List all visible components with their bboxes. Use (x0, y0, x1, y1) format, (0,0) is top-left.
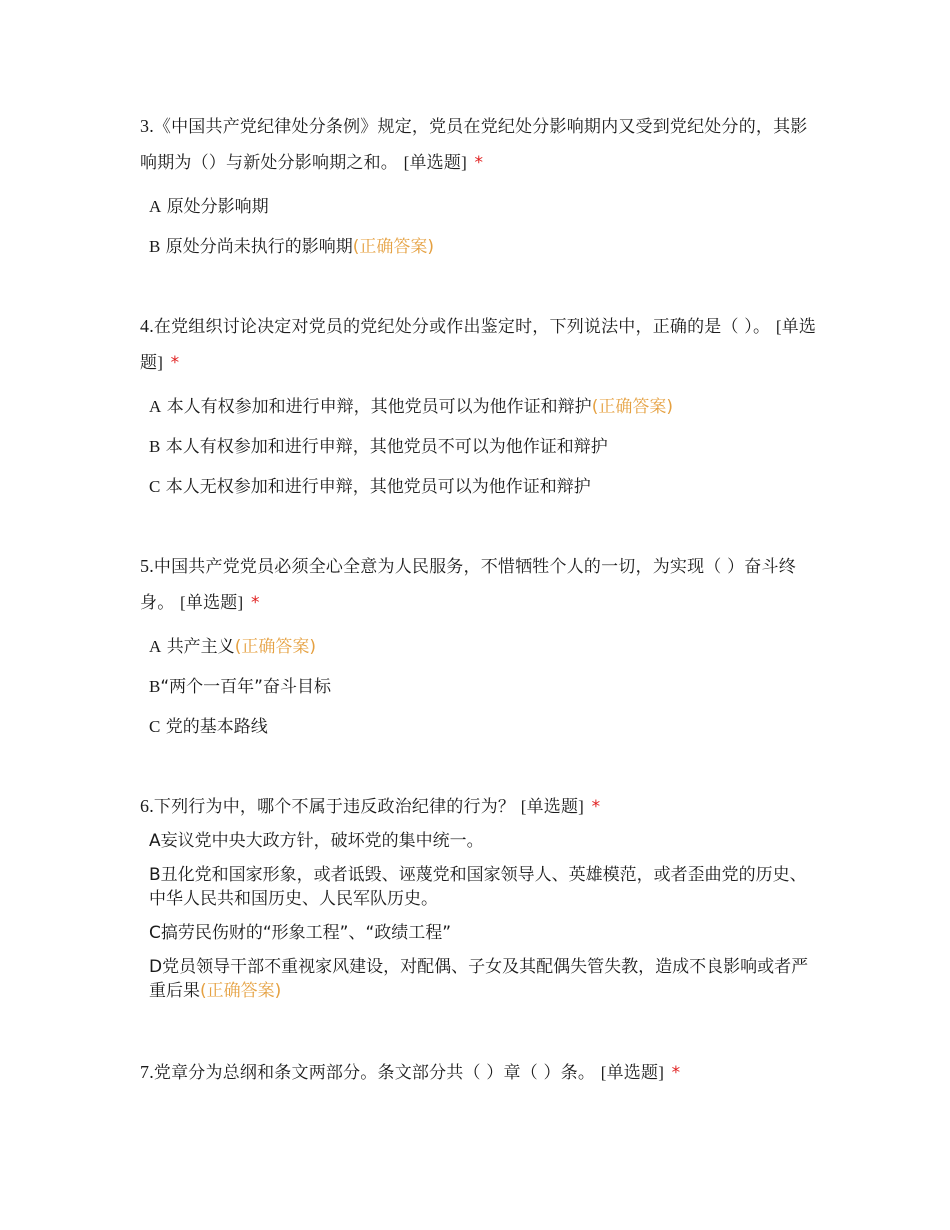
question-number: 3. (140, 116, 154, 136)
question-4 (140, 308, 820, 507)
option-d[interactable] (149, 955, 820, 1003)
required-mark: * (170, 353, 180, 373)
question-type-label: [单选题] (520, 797, 585, 816)
required-mark: * (250, 593, 260, 613)
option-c[interactable] (149, 467, 820, 507)
required-mark: * (474, 153, 484, 173)
required-mark: * (591, 797, 601, 817)
option-b[interactable] (149, 227, 820, 267)
question-number: 6. (140, 796, 154, 816)
option-letter: B (149, 677, 161, 696)
option-list (149, 829, 820, 1003)
option-letter: C (149, 477, 161, 496)
question-type-label: [单选题] (140, 317, 817, 372)
correct-answer-tag: (正确答案) (352, 237, 435, 257)
question-stem: 在党组织讨论决定对党员的党纪处分或作出鉴定时，下列说法中，正确的是（ ）。 (153, 317, 771, 337)
option-letter: A (149, 397, 162, 416)
option-letter: B (149, 237, 161, 256)
option-letter: C (149, 923, 161, 943)
question-number: 4. (140, 316, 154, 336)
question-type-label: [单选题] (180, 593, 244, 612)
option-text: 本人有权参加和进行申辩，其他党员可以为他作证和辩护 (166, 397, 592, 417)
question-6 (140, 788, 820, 1013)
option-a[interactable] (149, 187, 820, 227)
question-stem: 《中国共产党纪律处分条例》规定，党员在党纪处分影响期内又受到党纪处分的，其影响期为（）与新处分影响期之和。 (140, 117, 808, 173)
required-mark: * (671, 1063, 681, 1083)
option-list (149, 187, 820, 267)
option-b[interactable] (149, 667, 820, 707)
option-letter: B (149, 865, 161, 885)
option-text: 丑化党和国家形象，或者诋毁、诬蔑党和国家领导人、英雄模范，或者歪曲党的历史、中华人民共和国历史、人民军队历史。 (149, 865, 807, 909)
option-text: 原处分影响期 (166, 197, 269, 217)
question-text (140, 1054, 820, 1091)
question-5 (140, 548, 820, 747)
option-text: 共产主义 (166, 637, 235, 657)
option-letter: D (149, 957, 163, 977)
option-text: 搞劳民伤财的“形象工程”、“政绩工程” (160, 923, 452, 943)
option-text: 党的基本路线 (165, 717, 268, 737)
option-letter: A (149, 831, 161, 851)
question-text (140, 108, 820, 181)
option-list (149, 627, 820, 747)
question-text (140, 548, 820, 621)
option-letter: A (149, 637, 162, 656)
correct-answer-tag: (正确答案) (200, 981, 282, 1001)
question-number: 7. (140, 1062, 154, 1082)
question-3 (140, 108, 820, 267)
question-text (140, 308, 820, 381)
option-list (149, 387, 820, 507)
option-a[interactable] (149, 627, 820, 667)
option-letter: A (149, 197, 162, 216)
option-letter: C (149, 717, 161, 736)
option-a[interactable] (149, 387, 820, 427)
question-number: 5. (140, 556, 154, 576)
question-stem: 下列行为中，哪个不属于违反政治纪律的行为？ (153, 797, 516, 817)
option-c[interactable] (149, 707, 820, 747)
option-text: 原处分尚未执行的影响期 (165, 237, 353, 257)
option-text: “两个一百年”奋斗目标 (160, 677, 331, 697)
correct-answer-tag: (正确答案) (234, 637, 316, 657)
option-b[interactable] (149, 863, 820, 911)
question-stem: 党章分为总纲和条文两部分。条文部分共（ ）章（ ）条。 (153, 1063, 596, 1083)
option-b[interactable] (149, 427, 820, 467)
question-type-label: [单选题] (600, 1063, 665, 1082)
question-stem: 中国共产党党员必须全心全意为人民服务，不惜牺牲个人的一切，为实现（ ）奋斗终身。 (140, 557, 796, 613)
option-c[interactable] (149, 921, 820, 945)
option-a[interactable] (149, 829, 820, 853)
option-text: 妄议党中央大政方针，破坏党的集中统一。 (160, 831, 484, 851)
correct-answer-tag: (正确答案) (591, 397, 673, 417)
option-text: 党员领导干部不重视家风建设，对配偶、子女及其配偶失管失教，造成不良影响或者严重后果 (149, 957, 809, 1001)
option-letter: B (149, 437, 161, 456)
option-text: 本人有权参加和进行申辩，其他党员不可以为他作证和辩护 (165, 437, 608, 457)
question-7 (140, 1054, 820, 1091)
question-type-label: [单选题] (403, 153, 467, 172)
option-text: 本人无权参加和进行申辩，其他党员可以为他作证和辩护 (165, 477, 591, 497)
question-text (140, 788, 820, 825)
